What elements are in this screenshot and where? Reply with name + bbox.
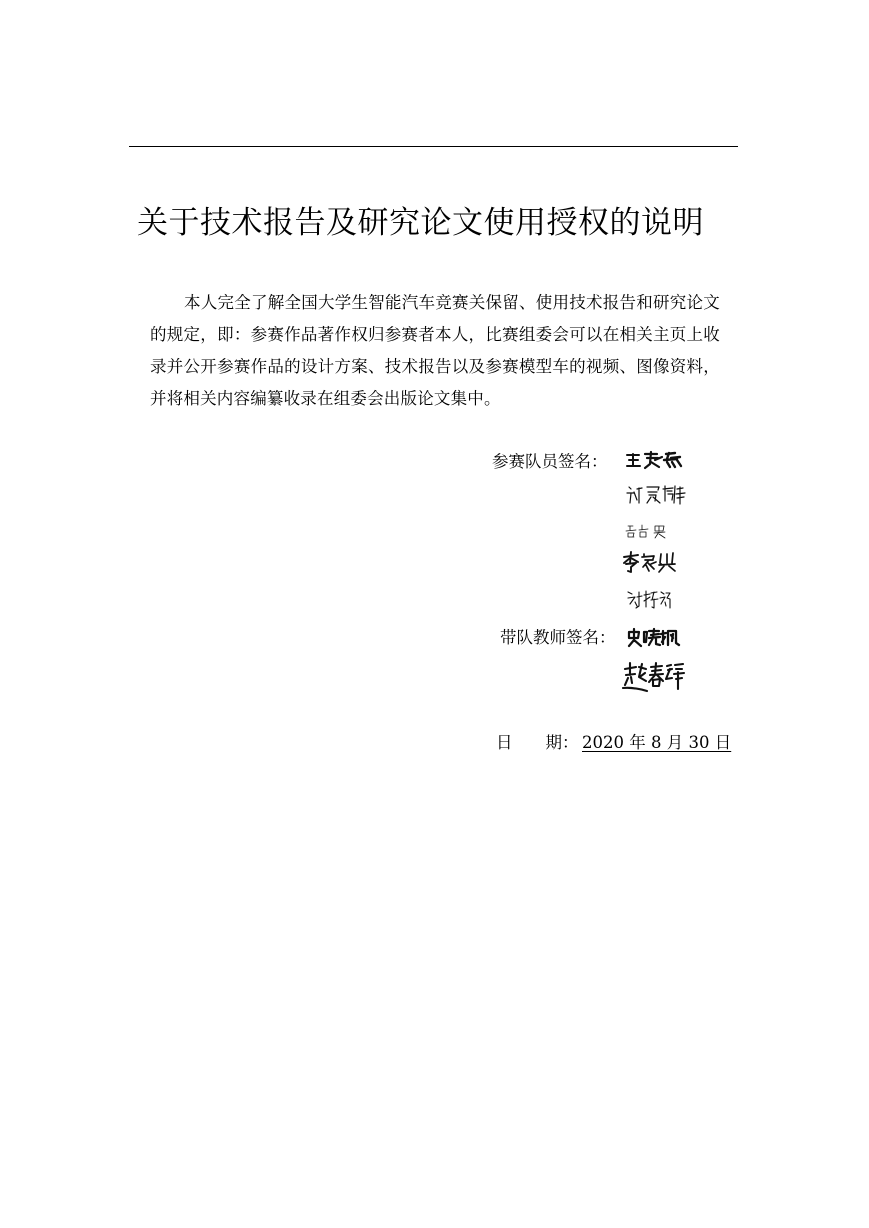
header-rule <box>129 146 738 147</box>
team-signature-2 <box>625 483 689 505</box>
teacher-signature-label: 带队教师签名： <box>500 628 616 647</box>
team-signature-1-text <box>0 0 1 1</box>
team-signature-1 <box>625 450 685 470</box>
team-signature-label: 参赛队员签名： <box>492 452 608 471</box>
team-signature-5-text <box>0 0 1 1</box>
team-signature-3-text <box>0 0 1 1</box>
team-signature-5 <box>626 588 672 610</box>
teacher-signature-2 <box>622 661 686 695</box>
team-signature-4-text <box>0 0 1 1</box>
teacher-signature-2-text <box>0 0 1 1</box>
teacher-signature-1 <box>626 628 680 648</box>
date-label: 日 期： <box>496 733 579 752</box>
authorization-statement: 本人完全了解全国大学生智能汽车竞赛关保留、使用技术报告和研究论文的规定，即：参赛作品著作权归参赛者本人，比赛组委会可以在相关主页上收录并公开参赛作品的设计方案、技术报告以及参赛模型车的视频、图像资料，并将相关内容编纂收录在组委会出版论文集中。 <box>150 292 720 408</box>
team-signature-3 <box>625 523 673 539</box>
teacher-signature-1-text <box>0 0 1 1</box>
team-signature-2-text <box>0 0 1 1</box>
team-signature-4 <box>622 551 676 573</box>
document-title: 关于技术报告及研究论文使用授权的说明 <box>137 204 704 241</box>
date-value: 2020 年 8 月 30 日 <box>582 733 732 752</box>
